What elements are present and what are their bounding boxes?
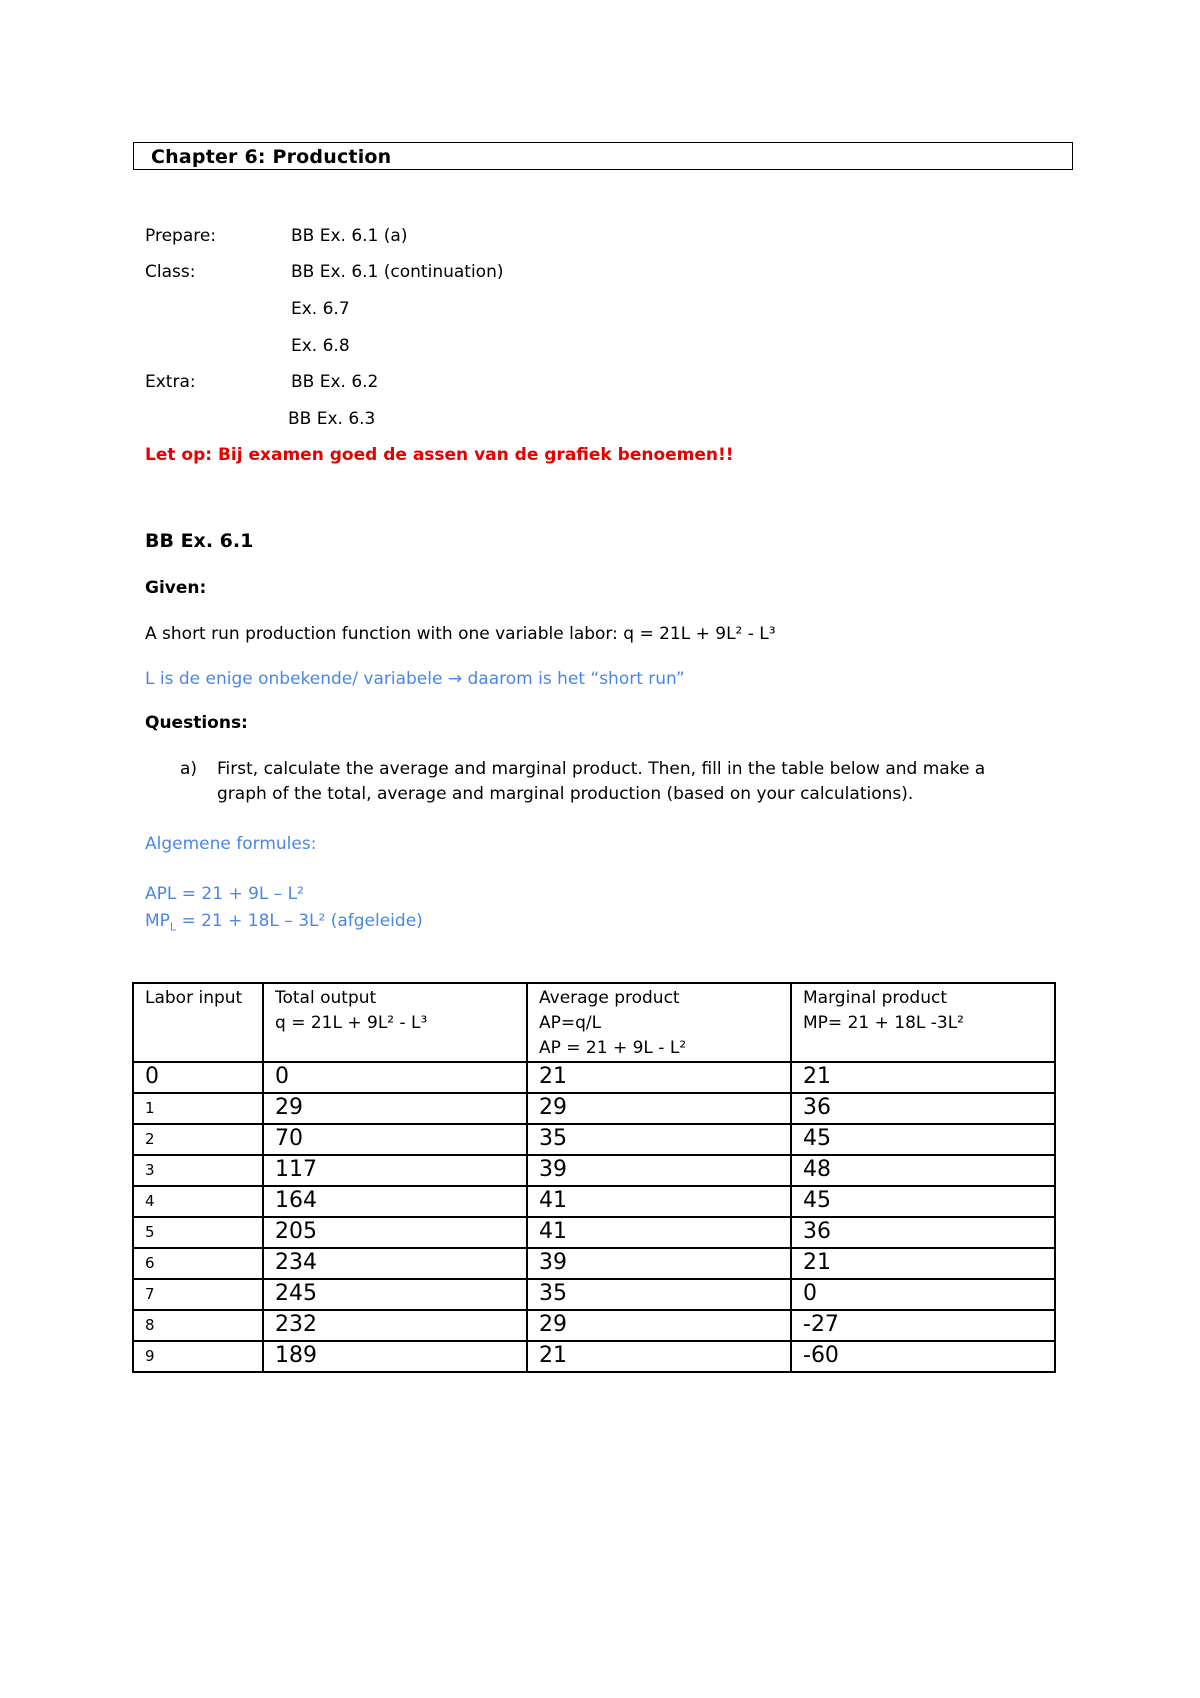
header-line: AP=q/L (539, 1013, 602, 1033)
cell-average-product: 41 (527, 1186, 791, 1217)
cell-labor-input: 0 (133, 1062, 263, 1093)
cell-marginal-product: -27 (791, 1310, 1055, 1341)
cell-marginal-product: 21 (791, 1062, 1055, 1093)
cell-marginal-product: -60 (791, 1341, 1055, 1372)
prepare-label: Prepare: (145, 226, 217, 246)
header-line: Total output (275, 988, 377, 1008)
header-line: AP = 21 + 9L - L² (539, 1038, 687, 1058)
cell-average-product: 39 (527, 1155, 791, 1186)
formula-mpl-rest: = 21 + 18L – 3L² (afgeleide) (176, 911, 423, 931)
cell-marginal-product: 48 (791, 1155, 1055, 1186)
formula-mpl (145, 911, 423, 933)
table-header-row (133, 983, 1055, 1062)
table-row (133, 1341, 1055, 1372)
cell-total-output: 70 (263, 1124, 527, 1155)
exercise-title: BB Ex. 6.1 (145, 530, 254, 552)
header-labor-input (133, 983, 263, 1062)
exam-warning: Let op: Bij examen goed de assen van de grafiek benoemen!! (145, 445, 734, 465)
class-item: BB Ex. 6.1 (continuation) (291, 262, 504, 282)
table-row (133, 1062, 1055, 1093)
formula-apl: APL = 21 + 9L – L² (145, 884, 304, 904)
cell-total-output: 232 (263, 1310, 527, 1341)
cell-total-output: 29 (263, 1093, 527, 1124)
questions-label: Questions: (145, 713, 248, 733)
cell-labor-input: 3 (133, 1155, 263, 1186)
extra-item: BB Ex. 6.2 (291, 372, 379, 392)
formula-mpl-prefix: MP (145, 911, 170, 931)
table-row (133, 1093, 1055, 1124)
cell-total-output: 164 (263, 1186, 527, 1217)
cell-labor-input: 5 (133, 1217, 263, 1248)
cell-labor-input: 4 (133, 1186, 263, 1217)
table-row (133, 1155, 1055, 1186)
header-line: Labor input (145, 988, 243, 1008)
header-marginal-product (791, 983, 1055, 1062)
cell-total-output: 0 (263, 1062, 527, 1093)
given-label: Given: (145, 578, 207, 598)
chapter-title-box (133, 142, 1073, 170)
cell-labor-input: 9 (133, 1341, 263, 1372)
cell-total-output: 189 (263, 1341, 527, 1372)
question-a-line: First, calculate the average and marginal product. Then, fill in the table below and make a (217, 759, 986, 779)
cell-average-product: 21 (527, 1062, 791, 1093)
cell-average-product: 41 (527, 1217, 791, 1248)
cell-marginal-product: 45 (791, 1124, 1055, 1155)
table-row (133, 1186, 1055, 1217)
table-row (133, 1279, 1055, 1310)
class-label: Class: (145, 262, 196, 282)
cell-total-output: 234 (263, 1248, 527, 1279)
table-row (133, 1124, 1055, 1155)
header-line: Average product (539, 988, 680, 1008)
cell-average-product: 39 (527, 1248, 791, 1279)
cell-marginal-product: 36 (791, 1093, 1055, 1124)
header-line: MP= 21 + 18L -3L² (803, 1013, 964, 1033)
cell-average-product: 35 (527, 1124, 791, 1155)
given-text: A short run production function with one variable labor: q = 21L + 9L² - L³ (145, 624, 776, 644)
cell-labor-input: 7 (133, 1279, 263, 1310)
table-row (133, 1248, 1055, 1279)
cell-total-output: 205 (263, 1217, 527, 1248)
table-row (133, 1310, 1055, 1341)
class-item: Ex. 6.8 (291, 336, 350, 356)
cell-average-product: 35 (527, 1279, 791, 1310)
header-line: Marginal product (803, 988, 947, 1008)
cell-marginal-product: 45 (791, 1186, 1055, 1217)
extra-item: BB Ex. 6.3 (288, 409, 376, 429)
cell-labor-input: 8 (133, 1310, 263, 1341)
table-row (133, 1217, 1055, 1248)
question-a-marker: a) (180, 759, 198, 779)
formula-mpl-subscript: L (169, 920, 177, 934)
cell-average-product: 29 (527, 1093, 791, 1124)
extra-label: Extra: (145, 372, 196, 392)
chapter-title: Chapter 6: Production (151, 146, 392, 168)
cell-labor-input: 1 (133, 1093, 263, 1124)
cell-total-output: 117 (263, 1155, 527, 1186)
question-a-line: graph of the total, average and marginal production (based on your calculations). (217, 784, 914, 804)
header-line: q = 21L + 9L² - L³ (275, 1013, 428, 1033)
cell-marginal-product: 36 (791, 1217, 1055, 1248)
cell-labor-input: 2 (133, 1124, 263, 1155)
class-item: Ex. 6.7 (291, 299, 350, 319)
prepare-value: BB Ex. 6.1 (a) (291, 226, 408, 246)
production-table (132, 982, 1056, 1373)
header-total-output (263, 983, 527, 1062)
cell-labor-input: 6 (133, 1248, 263, 1279)
cell-total-output: 245 (263, 1279, 527, 1310)
cell-average-product: 21 (527, 1341, 791, 1372)
cell-marginal-product: 0 (791, 1279, 1055, 1310)
short-run-note: L is de enige onbekende/ variabele → daarom is het “short run” (145, 669, 685, 689)
header-average-product (527, 983, 791, 1062)
cell-average-product: 29 (527, 1310, 791, 1341)
formulas-label: Algemene formules: (145, 834, 317, 854)
cell-marginal-product: 21 (791, 1248, 1055, 1279)
